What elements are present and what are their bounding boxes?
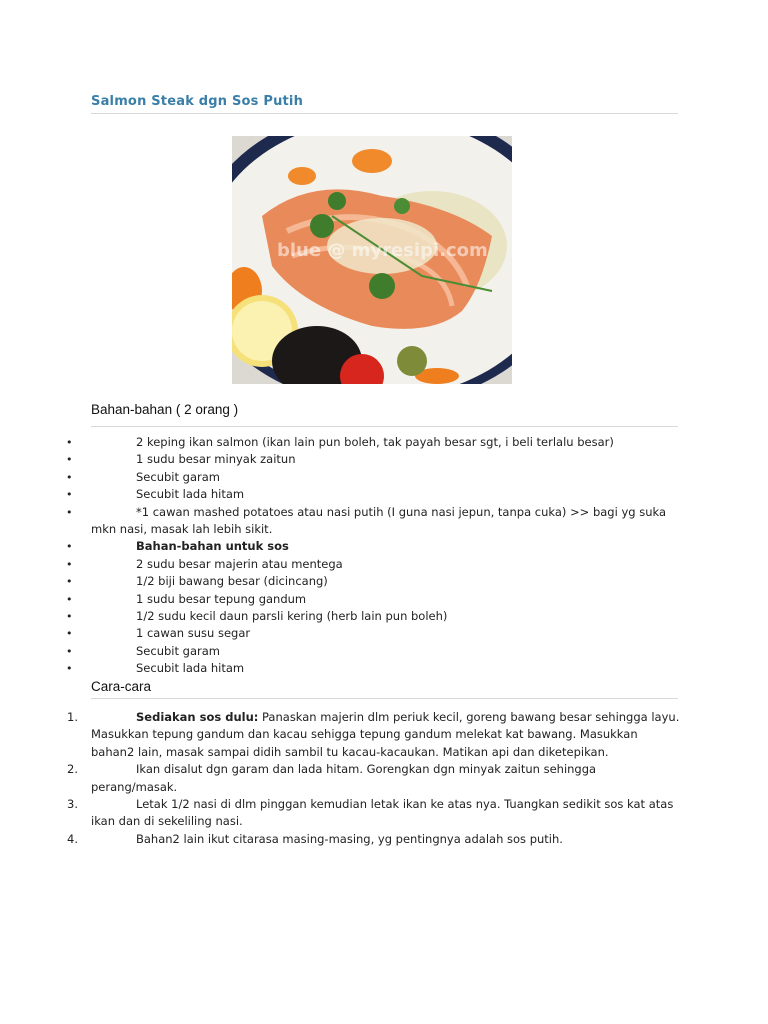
bullet-icon: • [66, 436, 73, 449]
ingredient-text: 1 cawan susu segar [136, 626, 251, 641]
step-text: Letak 1/2 nasi di dlm pinggan kemudian letak ikan ke atas nya. Tuangkan sedikit sos kat atas ikan dan di sekeliling nasi. [91, 797, 674, 829]
ingredient-item [0, 643, 681, 660]
step-text-block [91, 709, 681, 761]
method-steps-list [0, 709, 681, 848]
ingredient-text: Secubit lada hitam [136, 487, 245, 502]
ingredient-item [0, 486, 681, 503]
method-divider [91, 698, 678, 699]
step-text-block [91, 796, 681, 831]
ingredients-heading: Bahan-bahan ( 2 orang ) [91, 402, 239, 417]
step-text: Panaskan majerin dlm periuk kecil, goreng bawang besar sehingga layu. Masukkan tepung gandum dan kacau sehigga tepung gandum melekat kat bawang. Masukkan bahan2 lain, masak sampai didih sambil tu kacau-kacaukan. Matikan api dan diketepikan. [91, 710, 680, 759]
step-number: 4. [67, 831, 78, 846]
bullet-icon: • [66, 470, 73, 484]
step-lead: Sediakan sos dulu: [136, 710, 259, 724]
ingredient-item [0, 608, 681, 625]
ingredient-text: Secubit garam [136, 469, 220, 484]
ingredient-item [0, 591, 681, 608]
ingredient-item [0, 538, 681, 555]
ingredient-text: 1 sudu besar minyak zaitun [136, 452, 296, 467]
bullet-icon: • [66, 627, 73, 641]
recipe-title: Salmon Steak dgn Sos Putih [91, 94, 304, 109]
step-number: 1. [67, 710, 78, 724]
ingredient-text: 1 sudu besar tepung gandum [136, 591, 307, 606]
bullet-icon: • [66, 662, 73, 676]
ingredient-text: Secubit garam [136, 643, 220, 658]
method-step [0, 831, 681, 848]
method-step [0, 796, 681, 831]
step-number: 2. [67, 762, 78, 777]
sauce-subheading: Bahan-bahan untuk sos [136, 539, 289, 554]
ingredient-text: 1/2 biji bawang besar (dicincang) [136, 574, 328, 589]
ingredient-text: 1/2 sudu kecil daun parsli kering (herb lain pun boleh) [136, 609, 448, 624]
ingredients-divider [91, 426, 678, 427]
bullet-icon: • [66, 540, 73, 554]
ingredient-item [0, 451, 681, 468]
step-text-block [91, 761, 681, 796]
bullet-icon: • [66, 610, 73, 624]
bullet-icon: • [66, 575, 73, 589]
ingredient-text: *1 cawan mashed potatoes atau nasi putih (I guna nasi jepun, tanpa cuka) >> bagi yg suka mkn nasi, masak lah lebih sikit. [91, 504, 666, 537]
method-step [0, 709, 681, 761]
bullet-icon: • [66, 592, 73, 606]
bullet-icon: • [66, 557, 73, 571]
bullet-icon: • [66, 453, 73, 467]
ingredient-text: 2 keping ikan salmon (ikan lain pun boleh, tak payah besar sgt, i beli terlalu besar) [136, 435, 614, 449]
ingredient-item [0, 573, 681, 590]
ingredient-item [0, 434, 681, 451]
ingredient-item [0, 469, 681, 486]
photo-watermark: blue @ myresipi.com [277, 240, 488, 261]
ingredient-item [0, 660, 681, 677]
salmon-steak-photo [232, 136, 512, 384]
step-number: 3. [67, 797, 78, 812]
step-text: Bahan2 lain ikut citarasa masing-masing, yg pentingnya adalah sos putih. [136, 831, 563, 846]
ingredient-item [0, 504, 681, 539]
ingredient-text: Secubit lada hitam [136, 661, 245, 676]
ingredients-list [0, 434, 681, 678]
method-heading: Cara-cara [91, 679, 152, 694]
bullet-icon: • [66, 488, 73, 502]
step-text: Ikan disalut dgn garam dan lada hitam. Gorengkan dgn minyak zaitun sehingga perang/masak. [91, 762, 597, 794]
method-step [0, 761, 681, 796]
step-text-block [91, 831, 681, 848]
ingredient-text: 2 sudu besar majerin atau mentega [136, 556, 343, 571]
ingredient-item [0, 556, 681, 573]
title-divider [91, 113, 678, 114]
bullet-icon: • [66, 644, 73, 658]
bullet-icon: • [66, 505, 73, 519]
ingredient-item [0, 625, 681, 642]
